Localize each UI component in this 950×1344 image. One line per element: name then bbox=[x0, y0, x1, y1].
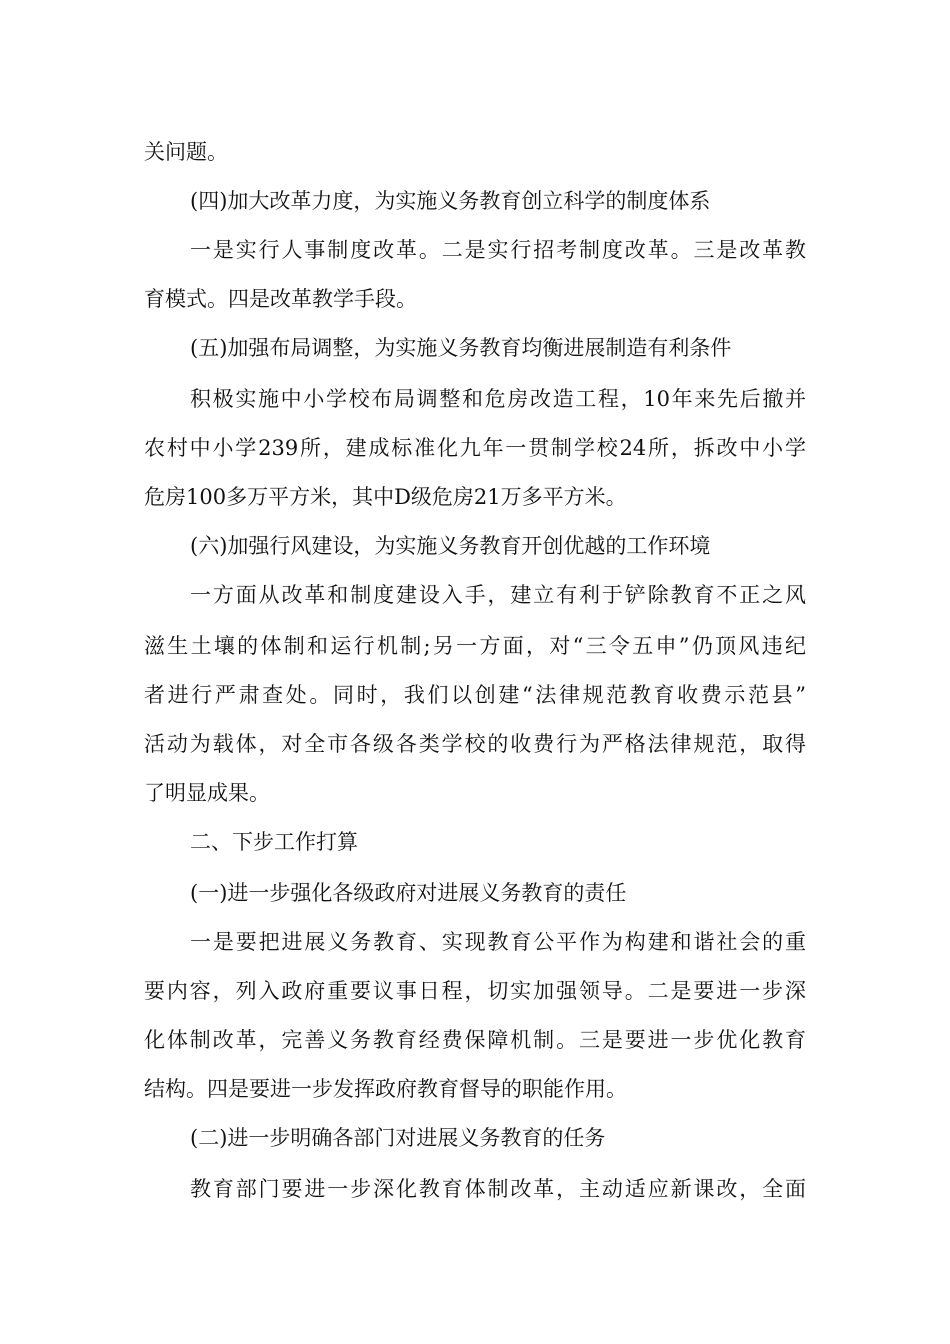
text-line: 危房100多万平方米，其中D级危房21万多平方米。 bbox=[144, 485, 627, 509]
text-line: 滋生土壤的体制和运行机制;另一方面，对“三令五申”仍顶风违纪 bbox=[144, 634, 806, 658]
section-heading: (五)加强布局调整，为实施义务教育均衡进展制造有利条件 bbox=[190, 336, 732, 360]
section-heading: 二、下步工作打算 bbox=[190, 830, 358, 854]
section-heading: (二)进一步明确各部门对进展义务教育的任务 bbox=[190, 1126, 606, 1150]
text-line: 者进行严肃查处。同时，我们以创建“法律规范教育收费示范县” bbox=[144, 683, 806, 707]
text-line: 要内容，列入政府重要议事日程，切实加强领导。二是要进一步深 bbox=[144, 979, 806, 1003]
text-line: 一是要把进展义务教育、实现教育公平作为构建和谐社会的重 bbox=[190, 930, 806, 954]
section-heading: (四)加大改革力度，为实施义务教育创立科学的制度体系 bbox=[190, 189, 711, 213]
text-line: 一是实行人事制度改革。二是实行招考制度改革。三是改革教 bbox=[190, 238, 806, 262]
text-line: 化体制改革，完善义务教育经费保障机制。三是要进一步优化教育 bbox=[144, 1028, 806, 1052]
text-line: 教育部门要进一步深化教育体制改革，主动适应新课改，全面 bbox=[190, 1177, 806, 1201]
text-line: 关问题。 bbox=[144, 140, 228, 164]
text-line: 育模式。四是改革教学手段。 bbox=[144, 287, 417, 311]
text-line: 积极实施中小学校布局调整和危房改造工程，10年来先后撤并 bbox=[190, 387, 806, 411]
section-heading: (六)加强行风建设，为实施义务教育开创优越的工作环境 bbox=[190, 534, 711, 558]
text-line: 农村中小学239所，建成标准化九年一贯制学校24所，拆改中小学 bbox=[144, 436, 806, 460]
text-line: 了明显成果。 bbox=[144, 781, 270, 805]
section-heading: (一)进一步强化各级政府对进展义务教育的责任 bbox=[190, 881, 627, 905]
text-line: 一方面从改革和制度建设入手，建立有利于铲除教育不正之风 bbox=[190, 583, 806, 607]
text-line: 活动为载体，对全市各级各类学校的收费行为严格法律规范，取得 bbox=[144, 732, 806, 756]
text-line: 结构。四是要进一步发挥政府教育督导的职能作用。 bbox=[144, 1077, 627, 1101]
